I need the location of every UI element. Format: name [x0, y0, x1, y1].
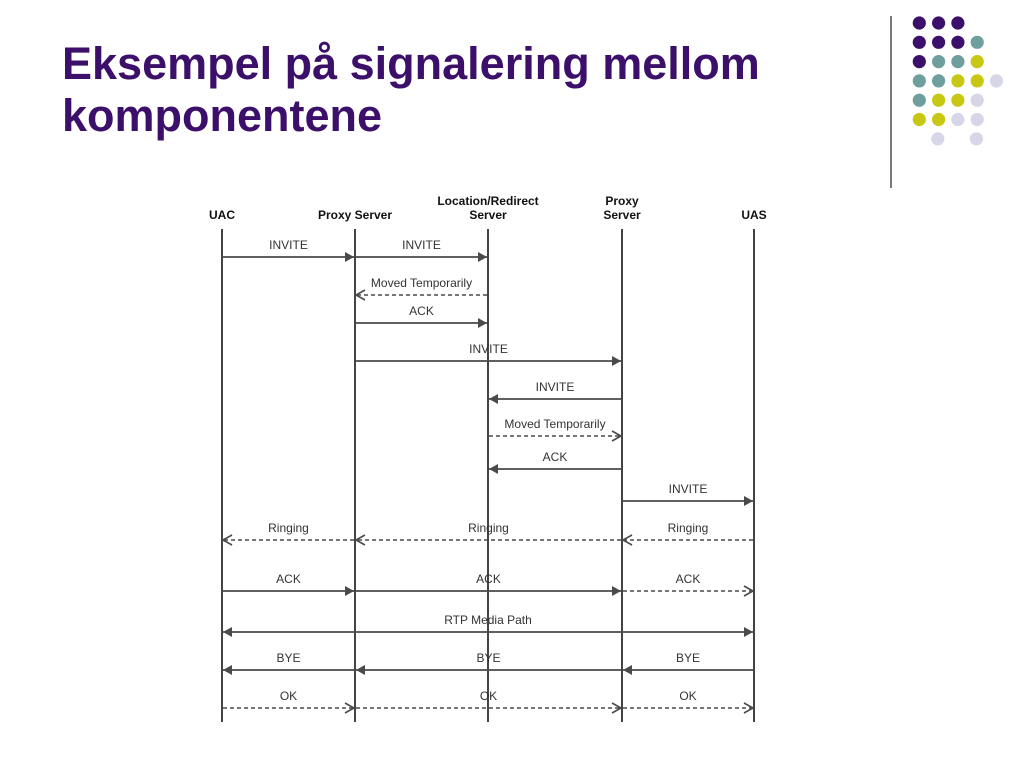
message-label: INVITE [469, 342, 508, 356]
arrowhead [223, 627, 232, 637]
entity-label-locredir: Location/Redirect [437, 194, 539, 208]
message-label: ACK [409, 304, 434, 318]
message-label: OK [679, 689, 697, 703]
entity-label-uac: UAC [209, 208, 235, 222]
message-label: Moved Temporarily [370, 276, 473, 290]
entity-label-locredir: Server [469, 208, 507, 222]
message-label: INVITE [269, 238, 308, 252]
message-label: Ringing [667, 521, 709, 535]
message-label: Ringing [468, 521, 509, 535]
arrowhead [623, 665, 632, 675]
message-label: BYE [476, 651, 501, 665]
message-label: OK [479, 689, 498, 703]
arrowhead [612, 356, 621, 366]
arrowhead [612, 586, 621, 596]
message-label: BYE [675, 651, 701, 665]
arrowhead [478, 252, 487, 262]
arrowhead [744, 496, 753, 506]
entity-label-proxy1: Proxy Server [317, 208, 393, 222]
message-label: INVITE [402, 238, 441, 252]
message-label: ACK [276, 572, 301, 586]
slide-title-line-2: komponentene [62, 90, 383, 141]
arrowhead [744, 627, 753, 637]
message-label: INVITE [535, 380, 575, 394]
arrowhead [223, 665, 232, 675]
arrowhead [489, 464, 498, 474]
arrowhead [345, 586, 354, 596]
entity-label-proxy2: Server [603, 208, 641, 222]
message-label: ACK [542, 450, 568, 464]
message-label: ACK [675, 572, 701, 586]
message-label: Ringing [268, 521, 309, 535]
message-label: ACK [476, 572, 501, 586]
message-label: INVITE [668, 482, 708, 496]
message-label: OK [279, 689, 298, 703]
entity-label-proxy2: Proxy [605, 194, 639, 208]
message-label: Moved Temporarily [504, 417, 606, 431]
arrowhead [478, 318, 487, 328]
arrowhead [356, 665, 365, 675]
message-label: BYE [276, 651, 301, 665]
arrowhead [489, 394, 498, 404]
slide-title-line-1: Eksempel på signalering mellom [62, 38, 760, 89]
entity-label-uas: UAS [741, 208, 767, 222]
message-label: RTP Media Path [444, 613, 532, 627]
arrowhead [345, 252, 354, 262]
